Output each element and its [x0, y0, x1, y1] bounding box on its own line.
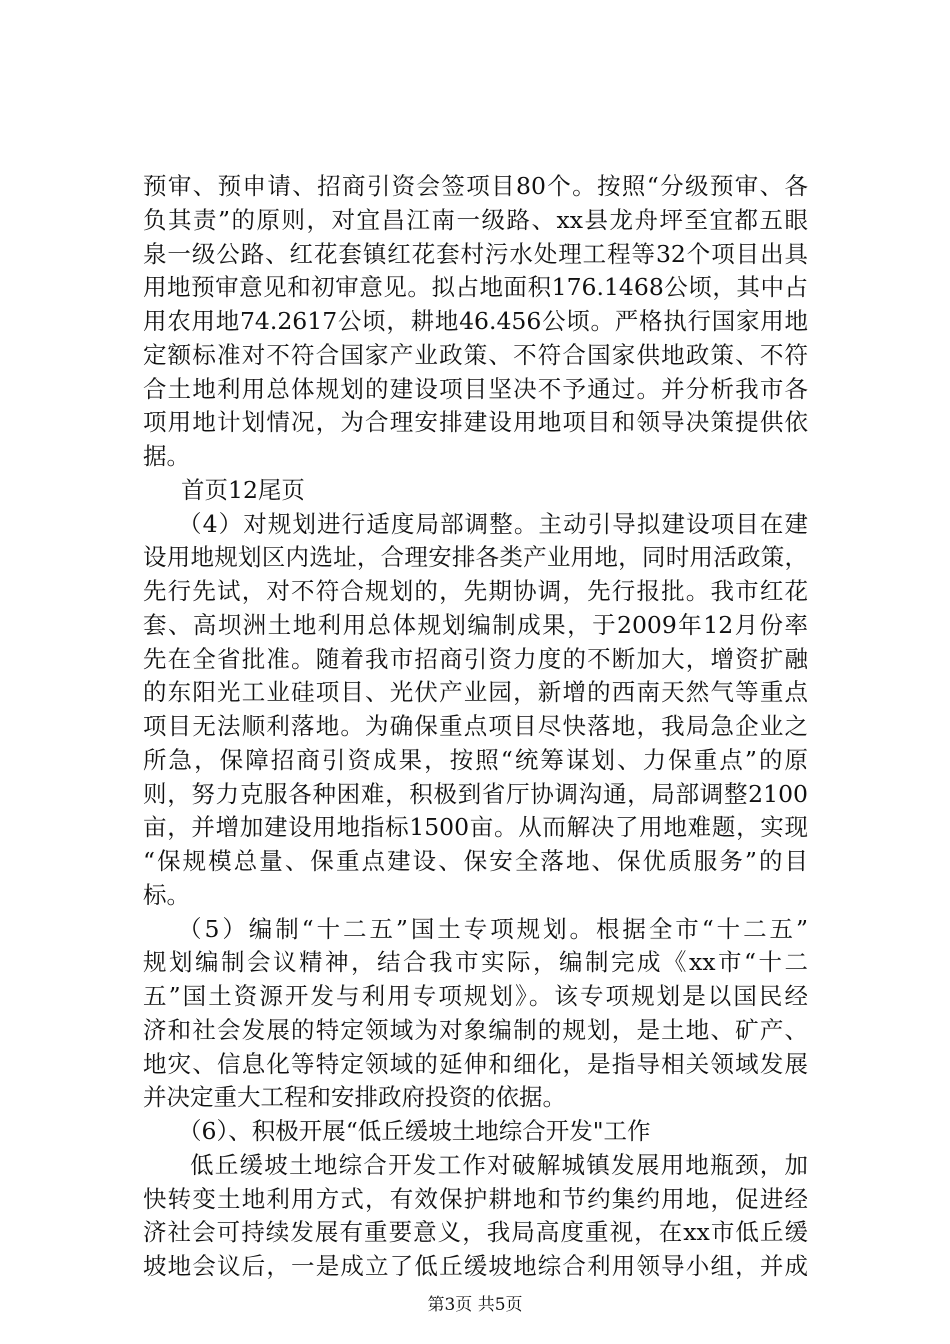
text-line: 快转变土地利用方式，有效保护耕地和节约集约用地，促进经 [143, 1184, 808, 1213]
text-line: 规划编制会议精神，结合我市实际，编制完成《xx市“十二 [143, 948, 808, 977]
text-line: 用农用地74.2617公顷，耕地46.456公顷。严格执行国家用地 [143, 307, 808, 335]
text-line: 项目无法顺利落地。为确保重点项目尽快落地，我局急企业之 [143, 712, 808, 740]
section-5-heading-line: （5）编制“十二五”国土专项规划。根据全市“十二五” [178, 914, 808, 943]
page-nav-text: 首页12尾页 [181, 475, 305, 504]
text-line: 定额标准对不符合国家产业政策、不符合国家供地政策、不符 [143, 340, 808, 369]
text-line: 设用地规划区内选址，合理安排各类产业用地，同时用活政策， [143, 543, 808, 572]
text-line: “保规模总量、保重点建设、保安全落地、保优质服务”的目 [143, 847, 808, 875]
text-line: 并决定重大工程和安排政府投资的依据。 [143, 1083, 566, 1112]
text-line: 济和社会发展的特定领域为对象编制的规划，是土地、矿产、 [143, 1015, 808, 1044]
section-4-heading-line: （4）对规划进行适度局部调整。主动引导拟建设项目在建 [178, 509, 808, 538]
text-line: 济社会可持续发展有重要意义，我局高度重视，在xx市低丘缓 [143, 1218, 808, 1247]
text-line: 套、高坝洲土地利用总体规划编制成果，于2009年12月份率 [143, 610, 808, 639]
text-line: 据。 [143, 442, 190, 470]
text-line: 五”国土资源开发与利用专项规划》。该专项规划是以国民经 [143, 982, 808, 1010]
text-line: 标。 [143, 880, 190, 909]
text-line: 用地预审意见和初审意见。拟占地面积176.1468公顷，其中占 [143, 273, 808, 302]
text-line: 泉一级公路、红花套镇红花套村污水处理工程等32个项目出具 [143, 239, 808, 268]
text-line: 先在全省批准。随着我市招商引资力度的不断加大，增资扩融 [143, 644, 808, 673]
paragraph-section-6-heading [143, 1115, 808, 1149]
text-line: 所急，保障招商引资成果，按照“统筹谋划、力保重点”的原 [143, 745, 808, 774]
section-6-heading: （6）、积极开展“低丘缓坡土地综合开发"工作 [178, 1117, 651, 1145]
text-line: 坡地会议后，一是成立了低丘缓坡地综合利用领导小组，并成 [143, 1252, 808, 1280]
paragraph-section-5 [143, 913, 808, 1116]
page-footer [0, 1292, 950, 1318]
text-line: 的东阳光工业硅项目、光伏产业园，新增的西南天然气等重点 [143, 678, 808, 707]
text-line: 则，努力克服各种困难，积极到省厅协调沟通，局部调整2100 [143, 779, 808, 808]
text-line: 预审、预申请、招商引资会签项目80个。按照“分级预审、各 [143, 172, 808, 200]
page-number-label: 第3页 共5页 [427, 1295, 523, 1315]
text-line: 低丘缓坡土地综合开发工作对破解城镇发展用地瓶颈，加 [190, 1150, 808, 1179]
document-body [143, 170, 808, 1284]
text-line: 亩，并增加建设用地指标1500亩。从而解决了用地难题，实现 [143, 813, 808, 842]
text-line: 负其责”的原则，对宜昌江南一级路、xx县龙舟坪至宜都五眼 [143, 205, 808, 234]
paragraph-section-4 [143, 508, 808, 913]
paragraph-page-nav [143, 474, 808, 508]
paragraph-section-6-body [143, 1149, 808, 1284]
text-line: 项用地计划情况，为合理安排建设用地项目和领导决策提供依 [143, 408, 808, 437]
text-line: 地灾、信息化等特定领域的延伸和细化，是指导相关领域发展 [143, 1049, 808, 1078]
text-line: 合土地利用总体规划的建设项目坚决不予通过。并分析我市各 [143, 374, 808, 403]
text-line: 先行先试，对不符合规划的，先期协调，先行报批。我市红花 [143, 577, 808, 605]
paragraph-land-preapproval [143, 170, 808, 474]
